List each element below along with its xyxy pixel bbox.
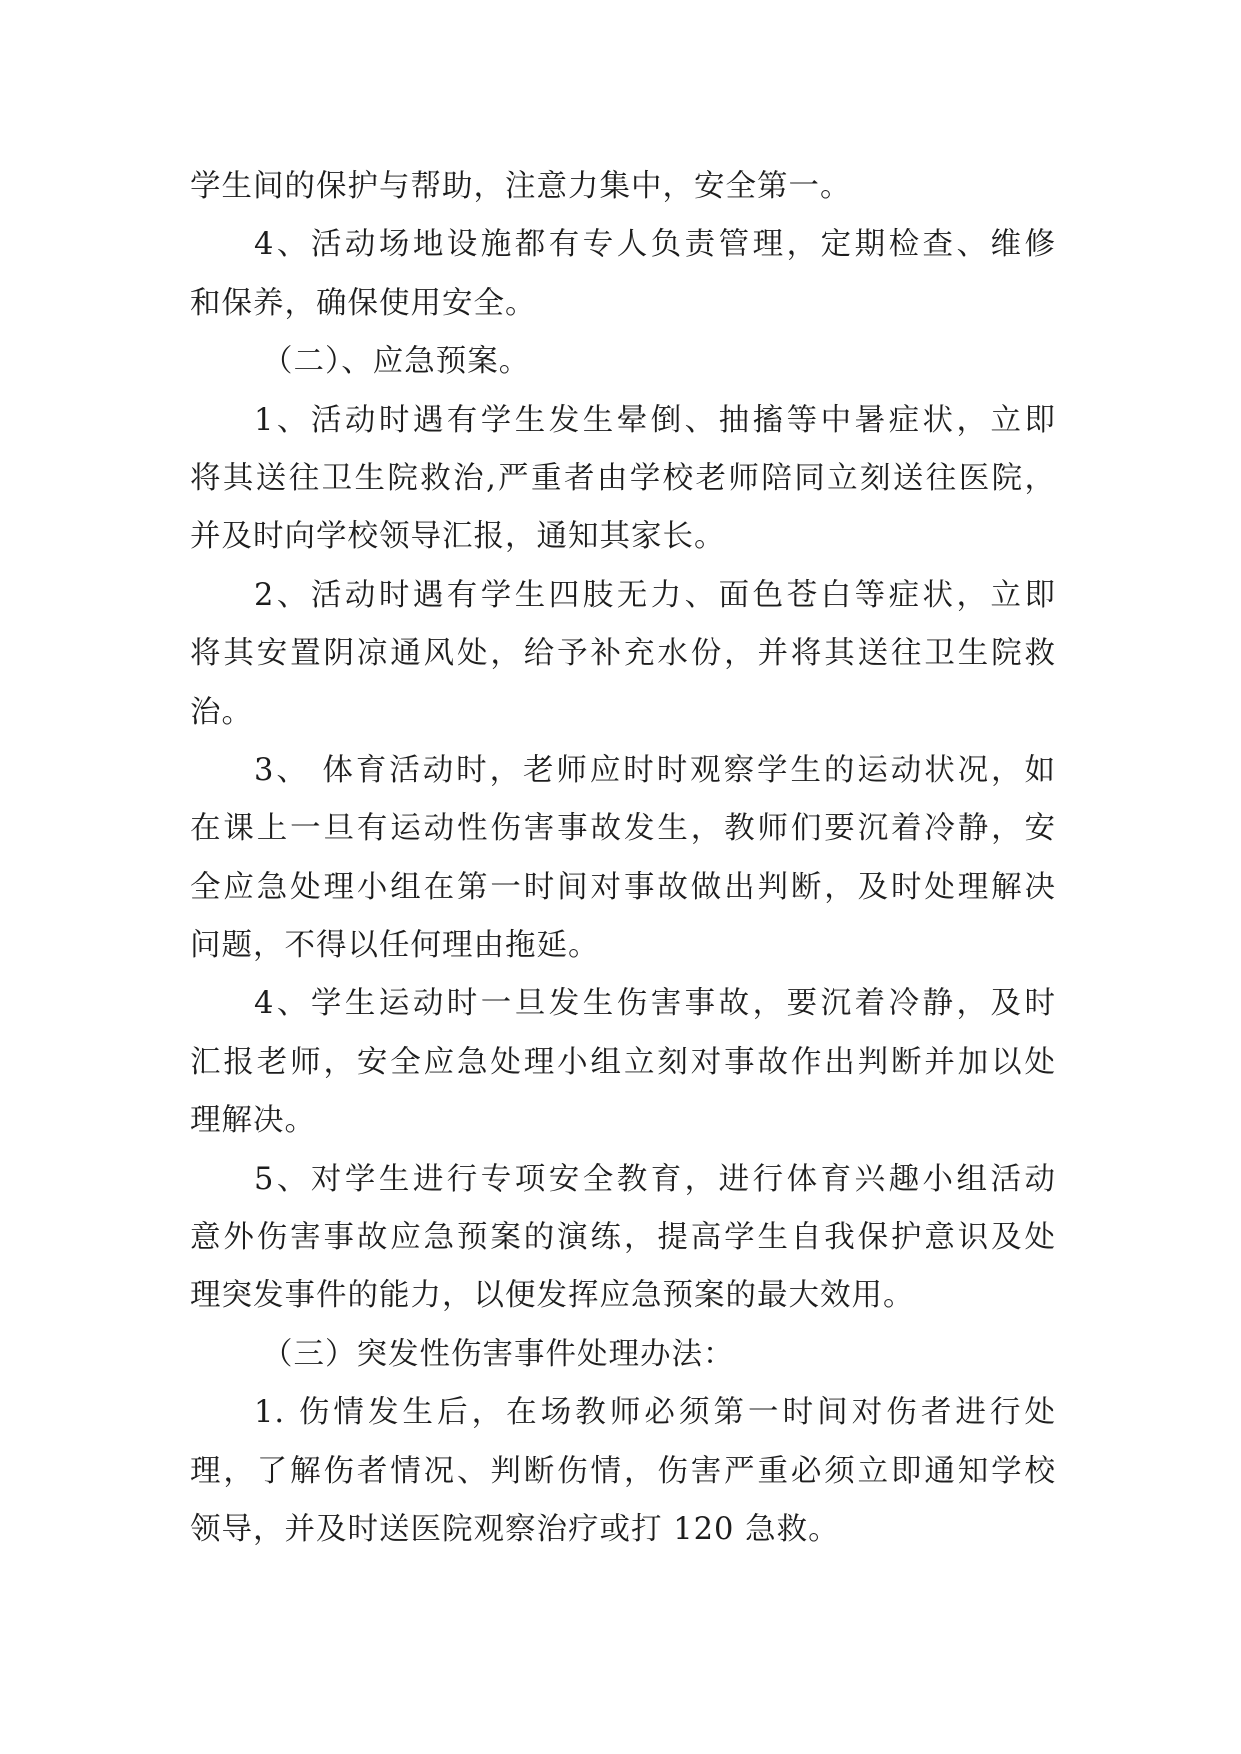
text-line: 在课上一旦有运动性伤害事故发生，教师们要沉着冷静，安 [190,811,1056,847]
text-line: 治。 [190,694,253,730]
text-line: 学生间的保护与帮助，注意力集中，安全第一。 [190,169,852,204]
text-line: 意外伤害事故应急预案的演练，提高学生自我保护意识及处 [190,1220,1056,1256]
text-line: 4、学生运动时一旦发生伤害事故，要沉着冷静，及时 [254,986,1056,1022]
text-line: 4、活动场地设施都有专人负责管理，定期检查、维修 [254,227,1056,263]
text-line: 1、活动时遇有学生发生晕倒、抽搐等中暑症状，立即 [254,402,1056,438]
text-line: 汇报老师，安全应急处理小组立刻对事故作出判断并加以处 [190,1044,1056,1080]
text-line: 和保养，确保使用安全。 [190,285,537,321]
section-heading: （二）、应急预案。 [262,344,531,380]
text-line: 领导，并及时送医院观察治疗或打 120 急救。 [190,1511,840,1547]
text-line: 问题，不得以任何理由拖延。 [190,928,600,964]
text-line: 2、活动时遇有学生四肢无力、面色苍白等症状，立即 [254,577,1056,613]
text-line: 5、对学生进行专项安全教育，进行体育兴趣小组活动 [254,1161,1056,1197]
text-line: 全应急处理小组在第一时间对事故做出判断，及时处理解决 [190,869,1056,905]
document-body [190,158,1056,1559]
text-line: 1. 伤情发生后，在场教师必须第一时间对伤者进行处 [254,1395,1056,1431]
text-line: 3、 体育活动时，老师应时时观察学生的运动状况，如 [254,752,1056,788]
text-line: 并及时向学校领导汇报，通知其家长。 [190,519,726,555]
text-line: 将其安置阴凉通风处，给予补充水份，并将其送往卫生院救 [190,636,1056,672]
text-line: 理突发事件的能力，以便发挥应急预案的最大效用。 [190,1278,915,1314]
text-line: 理解决。 [190,1103,316,1139]
section-heading: （三）突发性伤害事件处理办法： [262,1336,735,1372]
text-line: 理，了解伤者情况、判断伤情，伤害严重必须立即通知学校 [190,1453,1056,1489]
text-line: 将其送往卫生院救治,严重者由学校老师陪同立刻送往医院， [190,460,1056,496]
